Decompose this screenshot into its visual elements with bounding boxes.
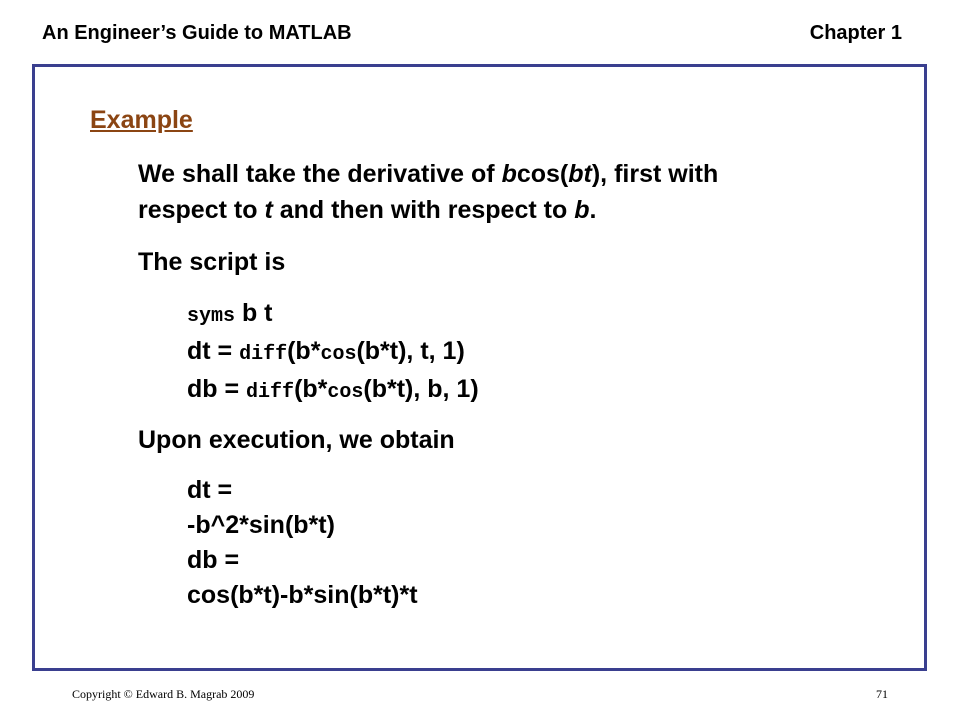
output-block xyxy=(187,473,418,613)
copyright-notice: Copyright © Edward B. Magrab 2009 xyxy=(72,687,255,701)
slide-title: Example xyxy=(90,106,193,134)
script-code-block xyxy=(187,296,479,410)
result-intro: Upon execution, we obtain xyxy=(138,426,455,454)
script-line-db: db = diff(b*cos(b*t), b, 1) xyxy=(187,375,479,404)
book-title: An Engineer’s Guide to MATLAB xyxy=(42,22,352,44)
script-line-dt: dt = diff(b*cos(b*t), t, 1) xyxy=(187,337,465,366)
intro-line-1: We shall take the derivative of bcos(bt), first with xyxy=(138,160,719,188)
intro-line-2: respect to t and then with respect to b. xyxy=(138,196,597,224)
script-intro: The script is xyxy=(138,248,286,276)
output-line: -b^2*sin(b*t) xyxy=(187,511,335,539)
output-line: dt = xyxy=(187,476,233,504)
output-line: cos(b*t)-b*sin(b*t)*t xyxy=(187,581,418,609)
script-line-syms: syms b t xyxy=(187,299,273,328)
page-number: 71 xyxy=(876,687,888,701)
intro-paragraph xyxy=(138,156,718,228)
chapter-label: Chapter 1 xyxy=(809,22,902,44)
output-line: db = xyxy=(187,546,240,574)
